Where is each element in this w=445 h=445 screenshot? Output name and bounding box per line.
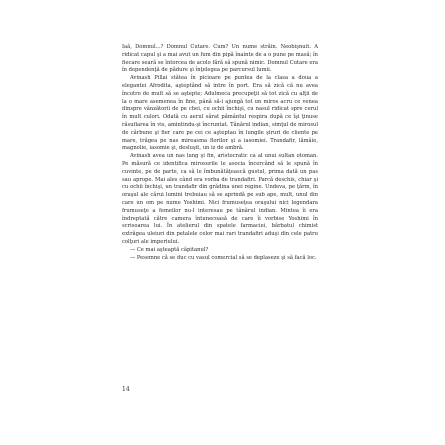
- dialog-line-2: — Pesemne că se duc cu vasul comercial să se deplaseze şi să facă loc.: [130, 254, 317, 261]
- dialog-line-1: — Ce mai aşteaptă căpitanul?: [130, 246, 209, 253]
- page-number: 14: [122, 386, 130, 393]
- body-text: [122, 44, 318, 262]
- paragraph-2: Avinash Pillai stătea în picioare pe puntea de la clasa a doua a elegantei Afrodita, aşteptând să intre în port. Era să zică că nu avea încotro de mult să se aştepte; Adulmeca precupeţii să tot zică cu alţii de la o mare asemenea în fine, până să-i ajungă tot un miros acru ce venea dinspre vânzătorii de pe chei, cu ochii închişi, cu nasul ridicat spre cerul în mult culori. Odată cu aerul sărat pământul respira după ce îşi ţinuse răsuflarea în vis, amintindu-şi încruntat. Tânărul indian, simţul de mirosul de cărbune şi fier care pe cei ce aşteptau în lungile şiruri de cliente pe mare, trăgea pe nas mireasma florilor şi a iasomiei. Trandafir, lămâie, magnolie, iasomie şi, desluşit, un iz de ambră.: [122, 75, 318, 152]
- paragraph-3: Avinash avea un nas lung şi fin, aristocratic ca al unui sultan otoman. Pe măsură ce identifica mirosurile le asocia încercând să le spună în cuvinte, pe de parte, ca să le îmbunătăţească gustul, prima dată un pas sau aprope. Mai ales când era vorba de trandafiri. Parcă deschis, chiar şi cu ochii închişi, un trandafir din grădina unei regine. Undeva, pe ţărm, în oraşul ale cărui lumini trebuiau să se aprindă pe sub ape, mult, unul din care un om pe nume Yoshimi. Nici frumuseţea oraşului nici legendara frumuseţe a femeilor nu-l interesau pe tânărul indian. Mintea îi era îndreptată către camera întunecoasă de care îi vorbise Yoshimi în scrisoarea lui. În atelierul din spatele farmaciei, bărbatul chimist extrăgea uleiuri din petalele celor mai rari trandafiri aduşi din cele patru colţuri ale imperiului.: [122, 153, 318, 245]
- paragraph-1: Iaă, Domnul...? Domnul Cutare. Cum? Un nume străin. Neobişnuit. A ridicat capul şi a mai avut un fum din pipă înainte de a o pune pe masă; în fiecare seară se întorcea de acolo fără să spună nimic. Domnul Cutare era în dependenţă de pădure şi înţelegea pe parcursul lumii.: [122, 44, 318, 74]
